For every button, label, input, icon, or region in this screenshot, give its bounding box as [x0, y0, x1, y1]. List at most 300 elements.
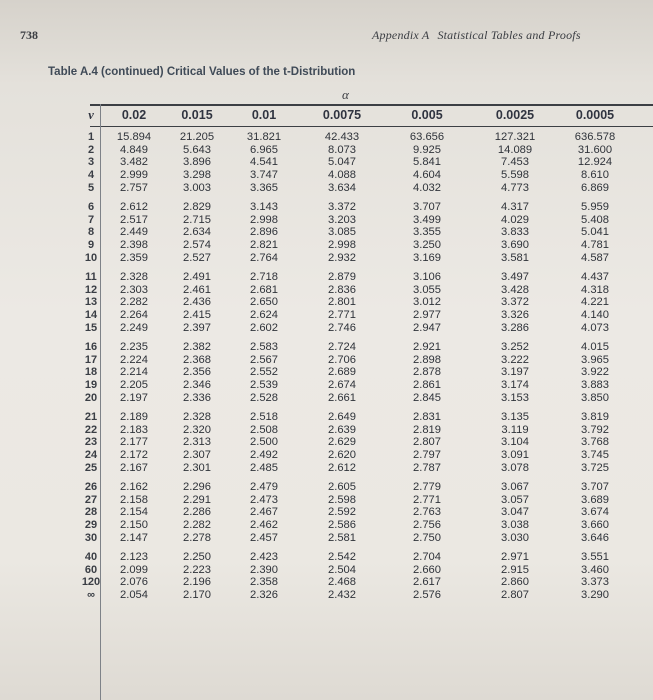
value-cell: 5.643: [183, 143, 211, 156]
value-cell: 3.135: [501, 411, 529, 423]
value-cell: 2.629: [328, 436, 356, 449]
value-cell: 2.356: [183, 366, 211, 379]
value-cell: 3.298: [183, 169, 211, 182]
df-cell: 3: [87, 156, 95, 169]
value-cell: 2.158: [120, 493, 148, 506]
value-cell: 2.567: [250, 353, 278, 366]
value-cell: 3.252: [501, 341, 529, 353]
value-cell: 2.307: [183, 449, 211, 462]
column-header: 0.0025: [495, 108, 535, 122]
value-cell: 3.153: [501, 391, 529, 404]
value-cell: 3.372: [328, 201, 356, 213]
value-cell: 2.076: [120, 576, 148, 589]
value-cell: 2.779: [413, 481, 441, 493]
value-cell: 2.491: [183, 271, 211, 283]
value-cell: 3.222: [501, 353, 529, 366]
df-cell: 20: [84, 391, 98, 404]
value-cell: 2.172: [120, 449, 148, 462]
value-cell: 2.205: [120, 379, 148, 392]
table-row: [0, 341, 653, 354]
value-cell: 2.836: [328, 283, 356, 296]
column-header: 0.005: [411, 108, 443, 122]
df-cell: 60: [84, 563, 98, 576]
df-cell: 21: [84, 411, 98, 423]
value-cell: 15.894: [116, 131, 152, 143]
value-cell: 3.707: [413, 201, 441, 213]
value-cell: 2.724: [328, 341, 356, 353]
value-cell: 3.104: [501, 436, 529, 449]
value-cell: 2.468: [328, 576, 356, 589]
value-cell: 8.073: [328, 143, 356, 156]
value-cell: 2.504: [328, 563, 356, 576]
value-cell: 2.264: [120, 309, 148, 322]
value-cell: 2.423: [250, 551, 278, 563]
table-row: [0, 564, 653, 577]
df-cell: 9: [87, 239, 95, 252]
running-head-label: Appendix A: [372, 28, 430, 42]
value-cell: 3.497: [501, 271, 529, 283]
value-cell: 2.634: [183, 226, 211, 239]
value-cell: 2.368: [183, 353, 211, 366]
value-cell: 21.205: [179, 131, 215, 143]
value-cell: 2.150: [120, 519, 148, 532]
value-cell: 2.674: [328, 379, 356, 392]
df-cell: 26: [84, 481, 98, 493]
value-cell: 2.821: [250, 239, 278, 252]
value-cell: 3.055: [413, 283, 441, 296]
value-cell: 3.768: [581, 436, 609, 449]
value-cell: 2.617: [413, 576, 441, 589]
value-cell: 2.932: [328, 251, 356, 264]
value-cell: 3.047: [501, 506, 529, 519]
value-cell: 5.959: [581, 201, 609, 213]
value-cell: 2.649: [328, 411, 356, 423]
column-header: 0.02: [121, 108, 147, 122]
value-cell: 7.453: [501, 156, 529, 169]
column-header: 0.0005: [575, 108, 615, 122]
value-cell: 5.047: [328, 156, 356, 169]
value-cell: 2.896: [250, 226, 278, 239]
value-cell: 2.473: [250, 493, 278, 506]
value-cell: 2.196: [183, 576, 211, 589]
value-cell: 127.321: [494, 131, 536, 143]
value-cell: 3.119: [501, 423, 529, 436]
df-cell: 16: [84, 341, 98, 353]
value-cell: 2.320: [183, 423, 211, 436]
table-row: [0, 519, 653, 532]
value-cell: 2.718: [250, 271, 278, 283]
value-cell: 2.704: [413, 551, 441, 563]
value-cell: 3.038: [501, 519, 529, 532]
table-header-rule: [90, 126, 653, 127]
value-cell: 2.398: [120, 239, 148, 252]
value-cell: 2.898: [413, 353, 441, 366]
value-cell: 5.598: [501, 169, 529, 182]
value-cell: 2.397: [183, 321, 211, 334]
value-cell: 2.971: [501, 551, 529, 563]
value-cell: 3.286: [501, 321, 529, 334]
df-cell: 22: [84, 423, 98, 436]
value-cell: 2.457: [250, 531, 278, 544]
df-cell: 120: [81, 576, 101, 589]
page-number: 738: [20, 28, 38, 42]
value-cell: 3.660: [581, 519, 609, 532]
value-cell: 3.922: [581, 366, 609, 379]
df-cell: 24: [84, 449, 98, 462]
df-cell: 40: [84, 551, 98, 563]
value-cell: 2.313: [183, 436, 211, 449]
value-cell: 2.807: [413, 436, 441, 449]
value-cell: 2.382: [183, 341, 211, 353]
value-cell: 2.197: [120, 391, 148, 404]
df-cell: 29: [84, 519, 98, 532]
value-cell: 2.539: [250, 379, 278, 392]
value-cell: 2.915: [501, 563, 529, 576]
value-cell: 4.088: [328, 169, 356, 182]
value-cell: 2.346: [183, 379, 211, 392]
value-cell: 42.433: [324, 131, 360, 143]
value-cell: 3.169: [413, 251, 441, 264]
df-cell: 2: [87, 143, 95, 156]
df-cell: 10: [84, 251, 98, 264]
value-cell: 3.355: [413, 226, 441, 239]
value-cell: 3.372: [501, 296, 529, 309]
value-cell: 2.998: [250, 213, 278, 226]
value-cell: 2.432: [328, 589, 356, 602]
value-cell: 3.057: [501, 493, 529, 506]
df-cell: 7: [87, 213, 95, 226]
value-cell: 2.527: [183, 251, 211, 264]
value-cell: 2.517: [120, 213, 148, 226]
value-cell: 3.091: [501, 449, 529, 462]
table-row: [0, 296, 653, 309]
table-row: [0, 589, 653, 602]
value-cell: 2.162: [120, 481, 148, 493]
value-cell: 3.373: [581, 576, 609, 589]
value-cell: 2.282: [120, 296, 148, 309]
df-cell: 1: [87, 131, 95, 143]
value-cell: 2.845: [413, 391, 441, 404]
value-cell: 3.085: [328, 226, 356, 239]
value-cell: 31.600: [577, 143, 613, 156]
table-header-row: [0, 108, 653, 124]
value-cell: 2.583: [250, 341, 278, 353]
value-cell: 31.821: [246, 131, 282, 143]
value-cell: 2.249: [120, 321, 148, 334]
value-cell: 3.551: [581, 551, 609, 563]
table-row: [0, 532, 653, 545]
value-cell: 4.032: [413, 181, 441, 194]
table-row: [0, 462, 653, 475]
value-cell: 2.508: [250, 423, 278, 436]
value-cell: 2.977: [413, 309, 441, 322]
value-cell: 4.318: [581, 283, 609, 296]
table-row: [0, 239, 653, 252]
value-cell: 3.674: [581, 506, 609, 519]
value-cell: 2.829: [183, 201, 211, 213]
value-cell: 3.482: [120, 156, 148, 169]
value-cell: 2.390: [250, 563, 278, 576]
value-cell: 3.745: [581, 449, 609, 462]
value-cell: 4.587: [581, 251, 609, 264]
value-cell: 2.170: [183, 589, 211, 602]
value-cell: 14.089: [497, 143, 533, 156]
value-cell: 3.883: [581, 379, 609, 392]
value-cell: 2.223: [183, 563, 211, 576]
table-row: [0, 201, 653, 214]
value-cell: 3.896: [183, 156, 211, 169]
value-cell: 3.689: [581, 493, 609, 506]
value-cell: 2.359: [120, 251, 148, 264]
value-cell: 2.771: [413, 493, 441, 506]
value-cell: 3.792: [581, 423, 609, 436]
value-cell: 2.500: [250, 436, 278, 449]
running-head: [372, 28, 589, 43]
value-cell: 4.773: [501, 181, 529, 194]
value-cell: 4.437: [581, 271, 609, 283]
value-cell: 2.328: [183, 411, 211, 423]
value-cell: 3.965: [581, 353, 609, 366]
value-cell: 2.861: [413, 379, 441, 392]
table-row: [0, 481, 653, 494]
value-cell: 2.326: [250, 589, 278, 602]
value-cell: 2.681: [250, 283, 278, 296]
df-cell: 4: [87, 169, 95, 182]
value-cell: 2.592: [328, 506, 356, 519]
value-cell: 2.467: [250, 506, 278, 519]
table-row: [0, 411, 653, 424]
running-head-title: Statistical Tables and Proofs: [437, 28, 581, 42]
value-cell: 2.054: [120, 589, 148, 602]
df-cell: 14: [84, 309, 98, 322]
value-cell: 2.492: [250, 449, 278, 462]
value-cell: 2.518: [250, 411, 278, 423]
value-cell: 4.015: [581, 341, 609, 353]
value-cell: 2.602: [250, 321, 278, 334]
value-cell: 2.574: [183, 239, 211, 252]
column-header: 0.01: [251, 108, 277, 122]
value-cell: 3.581: [501, 251, 529, 264]
table-row: [0, 379, 653, 392]
value-cell: 5.841: [413, 156, 441, 169]
value-cell: 2.336: [183, 391, 211, 404]
value-cell: 4.604: [413, 169, 441, 182]
value-cell: 2.581: [328, 531, 356, 544]
value-cell: 2.819: [413, 423, 441, 436]
value-cell: 2.947: [413, 321, 441, 334]
value-cell: 2.167: [120, 461, 148, 474]
df-cell: 5: [87, 181, 95, 194]
table-row: [0, 169, 653, 182]
value-cell: 4.781: [581, 239, 609, 252]
value-cell: 2.921: [413, 341, 441, 353]
value-cell: 2.462: [250, 519, 278, 532]
value-cell: 12.924: [577, 156, 613, 169]
value-cell: 2.878: [413, 366, 441, 379]
value-cell: 2.183: [120, 423, 148, 436]
value-cell: 2.797: [413, 449, 441, 462]
table-row: [0, 449, 653, 462]
table-row: [0, 322, 653, 335]
value-cell: 2.620: [328, 449, 356, 462]
value-cell: 2.154: [120, 506, 148, 519]
value-cell: 2.461: [183, 283, 211, 296]
table-row: [0, 551, 653, 564]
value-cell: 2.612: [120, 201, 148, 213]
value-cell: 2.998: [328, 239, 356, 252]
value-cell: 3.203: [328, 213, 356, 226]
value-cell: 3.690: [501, 239, 529, 252]
value-cell: 2.598: [328, 493, 356, 506]
value-cell: 2.286: [183, 506, 211, 519]
table-row: [0, 144, 653, 157]
value-cell: 3.106: [413, 271, 441, 283]
value-cell: 63.656: [409, 131, 445, 143]
value-cell: 3.850: [581, 391, 609, 404]
value-cell: 9.925: [413, 143, 441, 156]
value-cell: 2.123: [120, 551, 148, 563]
value-cell: 2.189: [120, 411, 148, 423]
value-cell: 2.296: [183, 481, 211, 493]
df-cell: 25: [84, 461, 98, 474]
value-cell: 4.849: [120, 143, 148, 156]
value-cell: 2.586: [328, 519, 356, 532]
value-cell: 3.174: [501, 379, 529, 392]
value-cell: 2.278: [183, 531, 211, 544]
value-cell: 2.763: [413, 506, 441, 519]
df-cell: 6: [87, 201, 95, 213]
value-cell: 2.552: [250, 366, 278, 379]
value-cell: 6.869: [581, 181, 609, 194]
df-cell: 30: [84, 531, 98, 544]
value-cell: 2.301: [183, 461, 211, 474]
column-header: 0.015: [181, 108, 213, 122]
value-cell: 3.747: [250, 169, 278, 182]
value-cell: 3.003: [183, 181, 211, 194]
value-cell: 2.250: [183, 551, 211, 563]
table-row: [0, 226, 653, 239]
df-cell: 19: [84, 379, 98, 392]
value-cell: 2.639: [328, 423, 356, 436]
value-cell: 3.030: [501, 531, 529, 544]
value-cell: 2.485: [250, 461, 278, 474]
value-cell: 2.831: [413, 411, 441, 423]
value-cell: 3.833: [501, 226, 529, 239]
value-cell: 3.250: [413, 239, 441, 252]
value-cell: 3.634: [328, 181, 356, 194]
value-cell: 636.578: [574, 131, 616, 143]
table-row: [0, 354, 653, 367]
table-row: [0, 182, 653, 195]
value-cell: 2.746: [328, 321, 356, 334]
df-cell: 13: [84, 296, 98, 309]
value-cell: 2.757: [120, 181, 148, 194]
value-cell: 4.541: [250, 156, 278, 169]
value-cell: 5.041: [581, 226, 609, 239]
value-cell: 4.317: [501, 201, 529, 213]
value-cell: 3.067: [501, 481, 529, 493]
value-cell: 2.660: [413, 563, 441, 576]
value-cell: 2.303: [120, 283, 148, 296]
value-cell: 2.879: [328, 271, 356, 283]
value-cell: 3.078: [501, 461, 529, 474]
value-cell: 3.290: [581, 589, 609, 602]
value-cell: 3.499: [413, 213, 441, 226]
value-cell: 4.140: [581, 309, 609, 322]
value-cell: 2.624: [250, 309, 278, 322]
df-header: v: [88, 108, 94, 122]
value-cell: 2.706: [328, 353, 356, 366]
table-row: [0, 252, 653, 265]
value-cell: 2.787: [413, 461, 441, 474]
value-cell: 2.605: [328, 481, 356, 493]
df-cell: 27: [84, 493, 98, 506]
value-cell: 2.282: [183, 519, 211, 532]
table-caption: Table A.4 (continued) Critical Values of the t-Distribution: [48, 66, 356, 78]
table-row: [0, 506, 653, 519]
value-cell: 3.428: [501, 283, 529, 296]
table-row: [0, 214, 653, 227]
value-cell: 4.073: [581, 321, 609, 334]
value-cell: 2.415: [183, 309, 211, 322]
table-row: [0, 424, 653, 437]
value-cell: 8.610: [581, 169, 609, 182]
value-cell: 2.291: [183, 493, 211, 506]
table-row: [0, 271, 653, 284]
value-cell: 2.771: [328, 309, 356, 322]
value-cell: 2.542: [328, 551, 356, 563]
value-cell: 2.479: [250, 481, 278, 493]
value-cell: 2.099: [120, 563, 148, 576]
df-cell: 15: [84, 321, 98, 334]
value-cell: 2.756: [413, 519, 441, 532]
value-cell: 2.147: [120, 531, 148, 544]
table-row: [0, 131, 653, 144]
value-cell: 2.750: [413, 531, 441, 544]
value-cell: 6.965: [250, 143, 278, 156]
table-top-rule: [90, 104, 653, 106]
value-cell: 2.715: [183, 213, 211, 226]
table-row: [0, 284, 653, 297]
value-cell: 2.807: [501, 589, 529, 602]
table-row: [0, 366, 653, 379]
value-cell: 3.707: [581, 481, 609, 493]
value-cell: 2.860: [501, 576, 529, 589]
value-cell: 3.012: [413, 296, 441, 309]
table-row: [0, 436, 653, 449]
df-cell: 28: [84, 506, 98, 519]
value-cell: 2.358: [250, 576, 278, 589]
value-cell: 2.650: [250, 296, 278, 309]
table-row: [0, 156, 653, 169]
column-header: 0.0075: [322, 108, 362, 122]
df-cell: 8: [87, 226, 95, 239]
table-row: [0, 392, 653, 405]
value-cell: 2.801: [328, 296, 356, 309]
value-cell: 2.235: [120, 341, 148, 353]
value-cell: 4.221: [581, 296, 609, 309]
value-cell: 2.999: [120, 169, 148, 182]
df-cell: 18: [84, 366, 98, 379]
value-cell: 2.576: [413, 589, 441, 602]
df-cell: 12: [84, 283, 98, 296]
df-cell: ∞: [87, 589, 95, 602]
value-cell: 3.143: [250, 201, 278, 213]
value-cell: 3.326: [501, 309, 529, 322]
table-row: [0, 576, 653, 589]
value-cell: 4.029: [501, 213, 529, 226]
value-cell: 2.528: [250, 391, 278, 404]
